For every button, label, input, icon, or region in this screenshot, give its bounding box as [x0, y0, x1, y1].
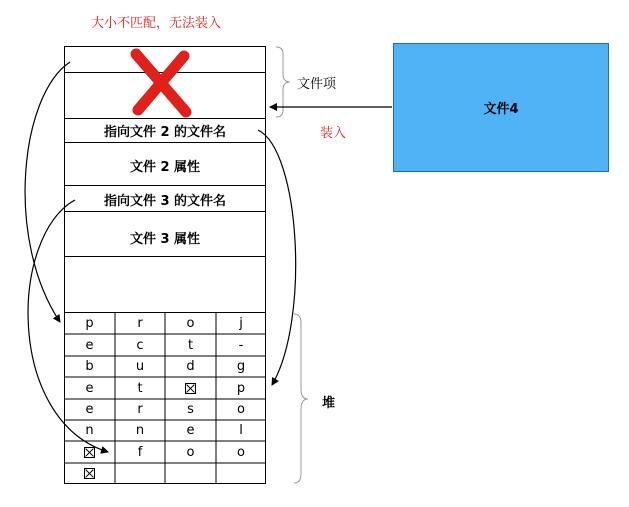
heap-char: d: [186, 359, 195, 374]
arrow-ptr3-to-heap: [28, 200, 108, 452]
heap-char: r: [137, 315, 143, 331]
row-attr-file2: 文件 2 属性: [129, 160, 201, 175]
heap-char: n: [135, 423, 145, 438]
heap-char: t: [137, 380, 143, 396]
heap-char: g: [236, 359, 246, 374]
heap-char: s: [187, 402, 194, 417]
heap-char: f: [137, 444, 143, 460]
file-item-label: 文件项: [297, 77, 337, 92]
file4-label: 文件4: [483, 102, 519, 117]
heap-char: -: [238, 337, 244, 353]
heap-char: n: [85, 423, 94, 438]
mismatch-caption: 大小不匹配，无法装入: [91, 16, 222, 31]
heap-char: e: [186, 423, 195, 438]
heap-char: b: [85, 359, 94, 374]
row-pointer-file2: 指向文件 2 的文件名: [103, 125, 227, 140]
heap-char: r: [137, 402, 143, 417]
heap-char: p: [236, 380, 246, 396]
heap-char: j: [239, 315, 243, 331]
row-attr-file3: 文件 3 属性: [129, 232, 201, 247]
heap-char: e: [85, 337, 94, 353]
arrow-ptr2-to-heap: [258, 130, 296, 385]
load-label: 装入: [320, 126, 347, 141]
arrow-row1-to-heap: [25, 62, 70, 322]
heap-char: c: [136, 337, 144, 353]
heap-label: 堆: [322, 396, 336, 411]
heap-char: l: [239, 423, 243, 438]
heap-char: e: [85, 380, 94, 396]
heap-char: t: [187, 337, 194, 353]
heap-char: o: [186, 444, 195, 460]
heap-char: o: [237, 444, 245, 460]
heap-char: e: [85, 402, 94, 417]
heap-char: o: [186, 315, 195, 331]
heap-char: o: [237, 402, 245, 417]
row-pointer-file3: 指向文件 3 的文件名: [103, 194, 227, 209]
heap-char: p: [85, 315, 94, 331]
heap-char: u: [135, 359, 145, 374]
